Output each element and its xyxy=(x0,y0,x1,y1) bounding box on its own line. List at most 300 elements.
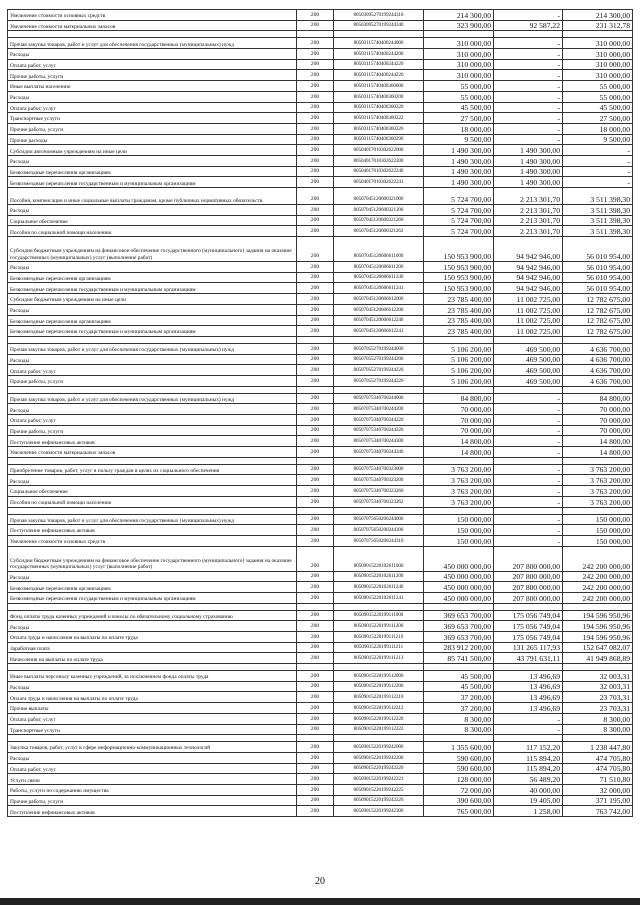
row-approved-amount: 369 653 700,00 xyxy=(424,621,494,632)
row-line-code: 200 xyxy=(297,752,334,763)
row-unexecuted-amount: - xyxy=(563,166,633,177)
row-line-code: 200 xyxy=(297,10,334,21)
row-executed-amount: - xyxy=(494,81,563,92)
table-row xyxy=(8,425,633,436)
row-budget-code: 80507075650200244300 xyxy=(334,525,424,536)
row-line-code: 200 xyxy=(297,724,334,735)
row-name: Оплата труда и начисления на выплаты по оплате труда xyxy=(8,632,297,643)
row-line-code: 200 xyxy=(297,226,334,237)
row-unexecuted-amount: 56 010 954,00 xyxy=(563,283,633,294)
row-name: Безвозмездные перечисления организациям xyxy=(8,272,297,283)
row-name: Услуги связи xyxy=(8,774,297,785)
row-unexecuted-amount: 214 300,00 xyxy=(563,10,633,21)
row-line-code: 200 xyxy=(297,102,334,113)
row-unexecuted-amount: 4 636 700,00 xyxy=(563,343,633,354)
row-executed-amount: 94 942 946,00 xyxy=(494,283,563,294)
row-budget-code: 80507075340700323000 xyxy=(334,464,424,475)
row-budget-code: 80509015220199112212 xyxy=(334,703,424,714)
row-approved-amount: 450 000 000,00 xyxy=(424,571,494,582)
row-unexecuted-amount: 3 763 200,00 xyxy=(563,496,633,507)
table-row xyxy=(8,304,633,315)
row-budget-code: 80503115740400244220 xyxy=(334,59,424,70)
row-line-code: 200 xyxy=(297,354,334,365)
row-executed-amount: 1 490 300,00 xyxy=(494,145,563,156)
row-approved-amount: 323 900,00 xyxy=(424,20,494,31)
row-budget-code: 80509015220102611000 xyxy=(334,546,424,571)
spacer-cell xyxy=(424,386,494,393)
row-approved-amount: 5 724 700,00 xyxy=(424,226,494,237)
spacer-cell xyxy=(424,31,494,38)
table-row xyxy=(8,464,633,475)
row-line-code: 200 xyxy=(297,464,334,475)
table-row xyxy=(8,177,633,188)
table-row xyxy=(8,145,633,156)
spacer-cell xyxy=(334,336,424,343)
row-name: Поступление нефинансовых активов xyxy=(8,806,297,817)
row-executed-amount: 40 000,00 xyxy=(494,784,563,795)
row-line-code: 200 xyxy=(297,692,334,703)
table-row xyxy=(8,237,633,262)
row-approved-amount: 150 000,00 xyxy=(424,514,494,525)
spacer-cell xyxy=(334,735,424,742)
row-approved-amount: 70 000,00 xyxy=(424,404,494,415)
row-budget-code: 80509015220199111210 xyxy=(334,632,424,643)
row-line-code: 200 xyxy=(297,81,334,92)
spacer-cell xyxy=(8,507,297,514)
row-line-code: 200 xyxy=(297,70,334,81)
table-row xyxy=(8,742,633,753)
row-name: Прочая закупка товаров, работ и услуг для обеспечения государственных (муниципальных) нужд xyxy=(8,514,297,525)
row-line-code: 200 xyxy=(297,283,334,294)
row-line-code: 200 xyxy=(297,496,334,507)
row-unexecuted-amount: 32 003,31 xyxy=(563,671,633,682)
row-unexecuted-amount: 242 200 000,00 xyxy=(563,571,633,582)
row-budget-code: 80509015220199111213 xyxy=(334,653,424,664)
row-unexecuted-amount: 27 500,00 xyxy=(563,113,633,124)
row-line-code: 200 xyxy=(297,514,334,525)
row-unexecuted-amount: 3 511 398,30 xyxy=(563,188,633,205)
row-budget-code: 80509015220199111211 xyxy=(334,642,424,653)
spacer-cell xyxy=(297,664,334,671)
row-budget-code: 80507075340700244000 xyxy=(334,393,424,404)
row-unexecuted-amount: 56 010 954,00 xyxy=(563,237,633,262)
row-approved-amount: 450 000 000,00 xyxy=(424,582,494,593)
table-row xyxy=(8,436,633,447)
spacer-row xyxy=(8,603,633,610)
spacer-row xyxy=(8,457,633,464)
row-approved-amount: 150 953 900,00 xyxy=(424,237,494,262)
row-unexecuted-amount: 3 511 398,30 xyxy=(563,226,633,237)
row-executed-amount: 469 500,00 xyxy=(494,375,563,386)
row-unexecuted-amount: 70 000,00 xyxy=(563,415,633,426)
row-approved-amount: 9 500,00 xyxy=(424,134,494,145)
row-unexecuted-amount: 194 596 950,96 xyxy=(563,632,633,643)
row-line-code: 200 xyxy=(297,326,334,337)
row-budget-code: 80503115740400360226 xyxy=(334,123,424,134)
spacer-cell xyxy=(297,735,334,742)
row-line-code: 200 xyxy=(297,365,334,376)
row-executed-amount: 117 152,20 xyxy=(494,742,563,753)
row-executed-amount: 115 894,20 xyxy=(494,752,563,763)
row-executed-amount: 207 800 000,00 xyxy=(494,592,563,603)
row-line-code: 200 xyxy=(297,404,334,415)
spacer-cell xyxy=(297,336,334,343)
row-line-code: 200 xyxy=(297,38,334,49)
row-name: Оплата работ, услуг xyxy=(8,102,297,113)
row-line-code: 200 xyxy=(297,436,334,447)
row-executed-amount: 207 800 000,00 xyxy=(494,571,563,582)
budget-execution-sheet xyxy=(7,9,632,817)
row-approved-amount: 765 000,00 xyxy=(424,806,494,817)
spacer-cell xyxy=(563,603,633,610)
row-approved-amount: 1 355 600,00 xyxy=(424,742,494,753)
row-name: Субсидии бюджетным учреждениям на финансовое обеспечение государственного (муниципального) задания на оказание государственных (муниципальных) услуг (выполнение работ) xyxy=(8,237,297,262)
row-name: Расходы xyxy=(8,752,297,763)
row-approved-amount: 55 000,00 xyxy=(424,81,494,92)
row-executed-amount: 1 490 300,00 xyxy=(494,166,563,177)
row-executed-amount: 175 056 749,04 xyxy=(494,621,563,632)
row-line-code: 200 xyxy=(297,763,334,774)
spacer-cell xyxy=(563,664,633,671)
row-budget-code: 80509015220199242221 xyxy=(334,774,424,785)
row-name: Иные выплаты персоналу казенных учреждений, за исключением фонда оплаты труда xyxy=(8,671,297,682)
row-name: Социальное обеспечение xyxy=(8,215,297,226)
table-row xyxy=(8,123,633,134)
row-executed-amount: - xyxy=(494,123,563,134)
row-unexecuted-amount: 55 000,00 xyxy=(563,81,633,92)
row-name: Приобретение товаров, работ, услуг в пользу граждан в целях их социального обеспечения xyxy=(8,464,297,475)
row-budget-code: 80503095270199244310 xyxy=(334,10,424,21)
row-name: Безвозмездные перечисления государственным и муниципальным организациям xyxy=(8,592,297,603)
row-unexecuted-amount: 150 000,00 xyxy=(563,535,633,546)
table-row xyxy=(8,653,633,664)
table-row xyxy=(8,188,633,205)
row-approved-amount: 70 000,00 xyxy=(424,425,494,436)
row-budget-code: 80507055270199244220 xyxy=(334,365,424,376)
row-name: Безвозмездные перечисления организациям xyxy=(8,166,297,177)
row-unexecuted-amount: 3 511 398,30 xyxy=(563,205,633,216)
row-budget-code: 80507075650200244000 xyxy=(334,514,424,525)
row-executed-amount: - xyxy=(494,59,563,70)
row-line-code: 200 xyxy=(297,742,334,753)
row-unexecuted-amount: 41 949 868,89 xyxy=(563,653,633,664)
bottom-scan-edge xyxy=(0,898,640,905)
row-approved-amount: 1 490 300,00 xyxy=(424,166,494,177)
row-line-code: 200 xyxy=(297,525,334,536)
spacer-cell xyxy=(297,386,334,393)
row-name: Прочие работы, услуги xyxy=(8,425,297,436)
row-budget-code: 80509015220102611200 xyxy=(334,571,424,582)
spacer-row xyxy=(8,664,633,671)
row-executed-amount: - xyxy=(494,496,563,507)
row-line-code: 200 xyxy=(297,375,334,386)
row-approved-amount: 128 000,00 xyxy=(424,774,494,785)
row-name: Увеличение стоимости материальных запасов xyxy=(8,447,297,458)
spacer-cell xyxy=(494,31,563,38)
row-executed-amount: - xyxy=(494,102,563,113)
row-budget-code: 80509015220199112220 xyxy=(334,713,424,724)
row-budget-code: 80507045120600321260 xyxy=(334,215,424,226)
spacer-cell xyxy=(494,386,563,393)
table-row xyxy=(8,375,633,386)
row-line-code: 200 xyxy=(297,475,334,486)
row-budget-code: 80507045120606612200 xyxy=(334,304,424,315)
spacer-cell xyxy=(334,664,424,671)
row-line-code: 200 xyxy=(297,205,334,216)
row-budget-code: 80507055270199244226 xyxy=(334,375,424,386)
row-executed-amount: - xyxy=(494,415,563,426)
row-name: Социальное обеспечение xyxy=(8,486,297,497)
spacer-cell xyxy=(334,386,424,393)
row-line-code: 200 xyxy=(297,304,334,315)
row-name: Безвозмездные перечисления организациям xyxy=(8,582,297,593)
page-number: 20 xyxy=(315,876,325,887)
table-row xyxy=(8,752,633,763)
spacer-cell xyxy=(334,507,424,514)
row-executed-amount: - xyxy=(494,393,563,404)
row-approved-amount: 310 000,00 xyxy=(424,49,494,60)
row-line-code: 200 xyxy=(297,215,334,226)
row-approved-amount: 450 000 000,00 xyxy=(424,592,494,603)
row-budget-code: 80507045120606611241 xyxy=(334,283,424,294)
row-name: Пособия, компенсации и иные социальные выплаты гражданам, кроме публичных нормативных обязательств xyxy=(8,188,297,205)
row-unexecuted-amount: 8 300,00 xyxy=(563,713,633,724)
row-name: Иные выплаты населению xyxy=(8,81,297,92)
row-approved-amount: 23 785 400,00 xyxy=(424,294,494,305)
table-row xyxy=(8,703,633,714)
row-budget-code: 80507075340700244226 xyxy=(334,425,424,436)
table-row xyxy=(8,514,633,525)
row-line-code: 200 xyxy=(297,166,334,177)
row-name: Безвозмездные перечисления государственным и муниципальным организациям xyxy=(8,177,297,188)
row-budget-code: 80504017010302622200 xyxy=(334,155,424,166)
table-row xyxy=(8,525,633,536)
table-row xyxy=(8,215,633,226)
table-row xyxy=(8,784,633,795)
spacer-cell xyxy=(424,603,494,610)
row-unexecuted-amount: 242 200 000,00 xyxy=(563,546,633,571)
row-executed-amount: 94 942 946,00 xyxy=(494,237,563,262)
row-unexecuted-amount: 32 000,00 xyxy=(563,784,633,795)
row-approved-amount: 590 600,00 xyxy=(424,752,494,763)
row-budget-code: 80509015220199112222 xyxy=(334,724,424,735)
row-executed-amount: 13 496,69 xyxy=(494,671,563,682)
row-unexecuted-amount: 150 000,00 xyxy=(563,514,633,525)
row-line-code: 200 xyxy=(297,177,334,188)
row-executed-amount: 19 405,00 xyxy=(494,795,563,806)
row-budget-code: 80507075340700323260 xyxy=(334,486,424,497)
row-executed-amount: 13 496,69 xyxy=(494,692,563,703)
row-executed-amount: 469 500,00 xyxy=(494,343,563,354)
spacer-cell xyxy=(334,603,424,610)
row-line-code: 200 xyxy=(297,653,334,664)
spacer-row xyxy=(8,507,633,514)
spacer-row xyxy=(8,735,633,742)
spacer-cell xyxy=(297,31,334,38)
row-name: Транспортные услуги xyxy=(8,113,297,124)
row-name: Расходы xyxy=(8,49,297,60)
spacer-row xyxy=(8,336,633,343)
row-budget-code: 80507045120606611000 xyxy=(334,237,424,262)
spacer-cell xyxy=(334,457,424,464)
row-line-code: 200 xyxy=(297,91,334,102)
row-budget-code: 80503115740400360000 xyxy=(334,81,424,92)
row-approved-amount: 3 763 200,00 xyxy=(424,475,494,486)
row-approved-amount: 14 800,00 xyxy=(424,447,494,458)
row-unexecuted-amount: 310 000,00 xyxy=(563,70,633,81)
row-unexecuted-amount: 3 763 200,00 xyxy=(563,475,633,486)
row-unexecuted-amount: 310 000,00 xyxy=(563,38,633,49)
row-budget-code: 80507075340700323200 xyxy=(334,475,424,486)
table-row xyxy=(8,571,633,582)
row-executed-amount: - xyxy=(494,447,563,458)
row-budget-code: 80507045120606611200 xyxy=(334,262,424,273)
row-name: Оплата работ, услуг xyxy=(8,713,297,724)
table-row xyxy=(8,546,633,571)
row-line-code: 200 xyxy=(297,784,334,795)
row-executed-amount: - xyxy=(494,464,563,475)
row-unexecuted-amount: - xyxy=(563,155,633,166)
row-approved-amount: 150 953 900,00 xyxy=(424,272,494,283)
row-unexecuted-amount: 9 500,00 xyxy=(563,134,633,145)
row-name: Расходы xyxy=(8,205,297,216)
table-row xyxy=(8,10,633,21)
row-name: Транспортные услуги xyxy=(8,724,297,735)
table-row xyxy=(8,404,633,415)
row-unexecuted-amount: 310 000,00 xyxy=(563,49,633,60)
row-approved-amount: 1 490 300,00 xyxy=(424,145,494,156)
table-row xyxy=(8,365,633,376)
table-row xyxy=(8,415,633,426)
row-unexecuted-amount: 150 000,00 xyxy=(563,525,633,536)
row-unexecuted-amount: - xyxy=(563,145,633,156)
row-approved-amount: 369 653 700,00 xyxy=(424,610,494,621)
row-line-code: 200 xyxy=(297,415,334,426)
row-budget-code: 80509015220199242220 xyxy=(334,763,424,774)
spacer-cell xyxy=(297,507,334,514)
row-budget-code: 80503095270199244340 xyxy=(334,20,424,31)
row-unexecuted-amount: 242 200 000,00 xyxy=(563,592,633,603)
row-executed-amount: - xyxy=(494,70,563,81)
row-budget-code: 80503115740400244000 xyxy=(334,38,424,49)
row-executed-amount: - xyxy=(494,525,563,536)
row-executed-amount: 175 056 749,04 xyxy=(494,632,563,643)
row-approved-amount: 14 800,00 xyxy=(424,436,494,447)
row-line-code: 200 xyxy=(297,486,334,497)
row-executed-amount: 1 258,00 xyxy=(494,806,563,817)
spacer-row xyxy=(8,386,633,393)
row-line-code: 200 xyxy=(297,49,334,60)
spacer-cell xyxy=(297,603,334,610)
spacer-cell xyxy=(424,336,494,343)
row-approved-amount: 23 785 400,00 xyxy=(424,315,494,326)
row-executed-amount: - xyxy=(494,38,563,49)
row-approved-amount: 310 000,00 xyxy=(424,59,494,70)
row-line-code: 200 xyxy=(297,237,334,262)
table-row xyxy=(8,592,633,603)
row-executed-amount: - xyxy=(494,49,563,60)
row-name: Расходы xyxy=(8,621,297,632)
spacer-cell xyxy=(424,457,494,464)
row-budget-code: 80509015220199112000 xyxy=(334,671,424,682)
row-line-code: 200 xyxy=(297,155,334,166)
row-executed-amount: - xyxy=(494,404,563,415)
table-row xyxy=(8,81,633,92)
row-budget-code: 80509015220199111000 xyxy=(334,610,424,621)
table-row xyxy=(8,226,633,237)
row-line-code: 200 xyxy=(297,571,334,582)
row-budget-code: 80509015220199112200 xyxy=(334,681,424,692)
table-row xyxy=(8,763,633,774)
row-approved-amount: 1 490 300,00 xyxy=(424,177,494,188)
row-unexecuted-amount: 763 742,00 xyxy=(563,806,633,817)
row-unexecuted-amount: 194 596 950,96 xyxy=(563,621,633,632)
table-row xyxy=(8,795,633,806)
row-executed-amount: 11 002 725,00 xyxy=(494,304,563,315)
row-approved-amount: 37 200,00 xyxy=(424,692,494,703)
row-name: Прочие расходы xyxy=(8,134,297,145)
row-approved-amount: 70 000,00 xyxy=(424,415,494,426)
spacer-cell xyxy=(494,735,563,742)
row-budget-code: 80509015220199242225 xyxy=(334,784,424,795)
row-name: Расходы xyxy=(8,304,297,315)
row-unexecuted-amount: 1 238 447,80 xyxy=(563,742,633,753)
table-row xyxy=(8,681,633,692)
row-approved-amount: 1 490 300,00 xyxy=(424,155,494,166)
row-name: Прочая закупка товаров, работ и услуг для обеспечения государственных (муниципальных) нужд xyxy=(8,38,297,49)
table-row xyxy=(8,283,633,294)
row-executed-amount: - xyxy=(494,724,563,735)
row-line-code: 200 xyxy=(297,774,334,785)
row-name: Субсидии автономным учреждениям на иные цели xyxy=(8,145,297,156)
table-row xyxy=(8,91,633,102)
row-name: Прочие работы, услуги xyxy=(8,123,297,134)
row-approved-amount: 5 724 700,00 xyxy=(424,188,494,205)
row-line-code: 200 xyxy=(297,632,334,643)
table-row xyxy=(8,393,633,404)
row-executed-amount: - xyxy=(494,475,563,486)
spacer-cell xyxy=(8,664,297,671)
row-approved-amount: 150 953 900,00 xyxy=(424,262,494,273)
row-line-code: 200 xyxy=(297,113,334,124)
row-approved-amount: 23 785 400,00 xyxy=(424,304,494,315)
row-budget-code: 80507045120600321000 xyxy=(334,188,424,205)
spacer-cell xyxy=(8,31,297,38)
table-row xyxy=(8,326,633,337)
row-approved-amount: 3 763 200,00 xyxy=(424,496,494,507)
row-name: Расходы xyxy=(8,475,297,486)
row-executed-amount: 207 800 000,00 xyxy=(494,582,563,593)
row-unexecuted-amount: 12 782 675,00 xyxy=(563,304,633,315)
row-name: Начисления на выплаты по оплате труда xyxy=(8,653,297,664)
row-executed-amount: 1 490 300,00 xyxy=(494,155,563,166)
row-budget-code: 80503115740400244200 xyxy=(334,49,424,60)
row-approved-amount: 23 785 400,00 xyxy=(424,326,494,337)
row-approved-amount: 18 000,00 xyxy=(424,123,494,134)
row-budget-code: 80507075340700323262 xyxy=(334,496,424,507)
table-row xyxy=(8,262,633,273)
table-row xyxy=(8,610,633,621)
row-unexecuted-amount: 71 510,80 xyxy=(563,774,633,785)
spacer-cell xyxy=(8,386,297,393)
row-budget-code: 80509015220199112210 xyxy=(334,692,424,703)
row-name: Расходы xyxy=(8,681,297,692)
table-row xyxy=(8,343,633,354)
row-budget-code: 80507075650200244310 xyxy=(334,535,424,546)
row-executed-amount: 115 894,20 xyxy=(494,763,563,774)
row-unexecuted-amount: 4 636 700,00 xyxy=(563,365,633,376)
row-executed-amount: 131 265 117,93 xyxy=(494,642,563,653)
